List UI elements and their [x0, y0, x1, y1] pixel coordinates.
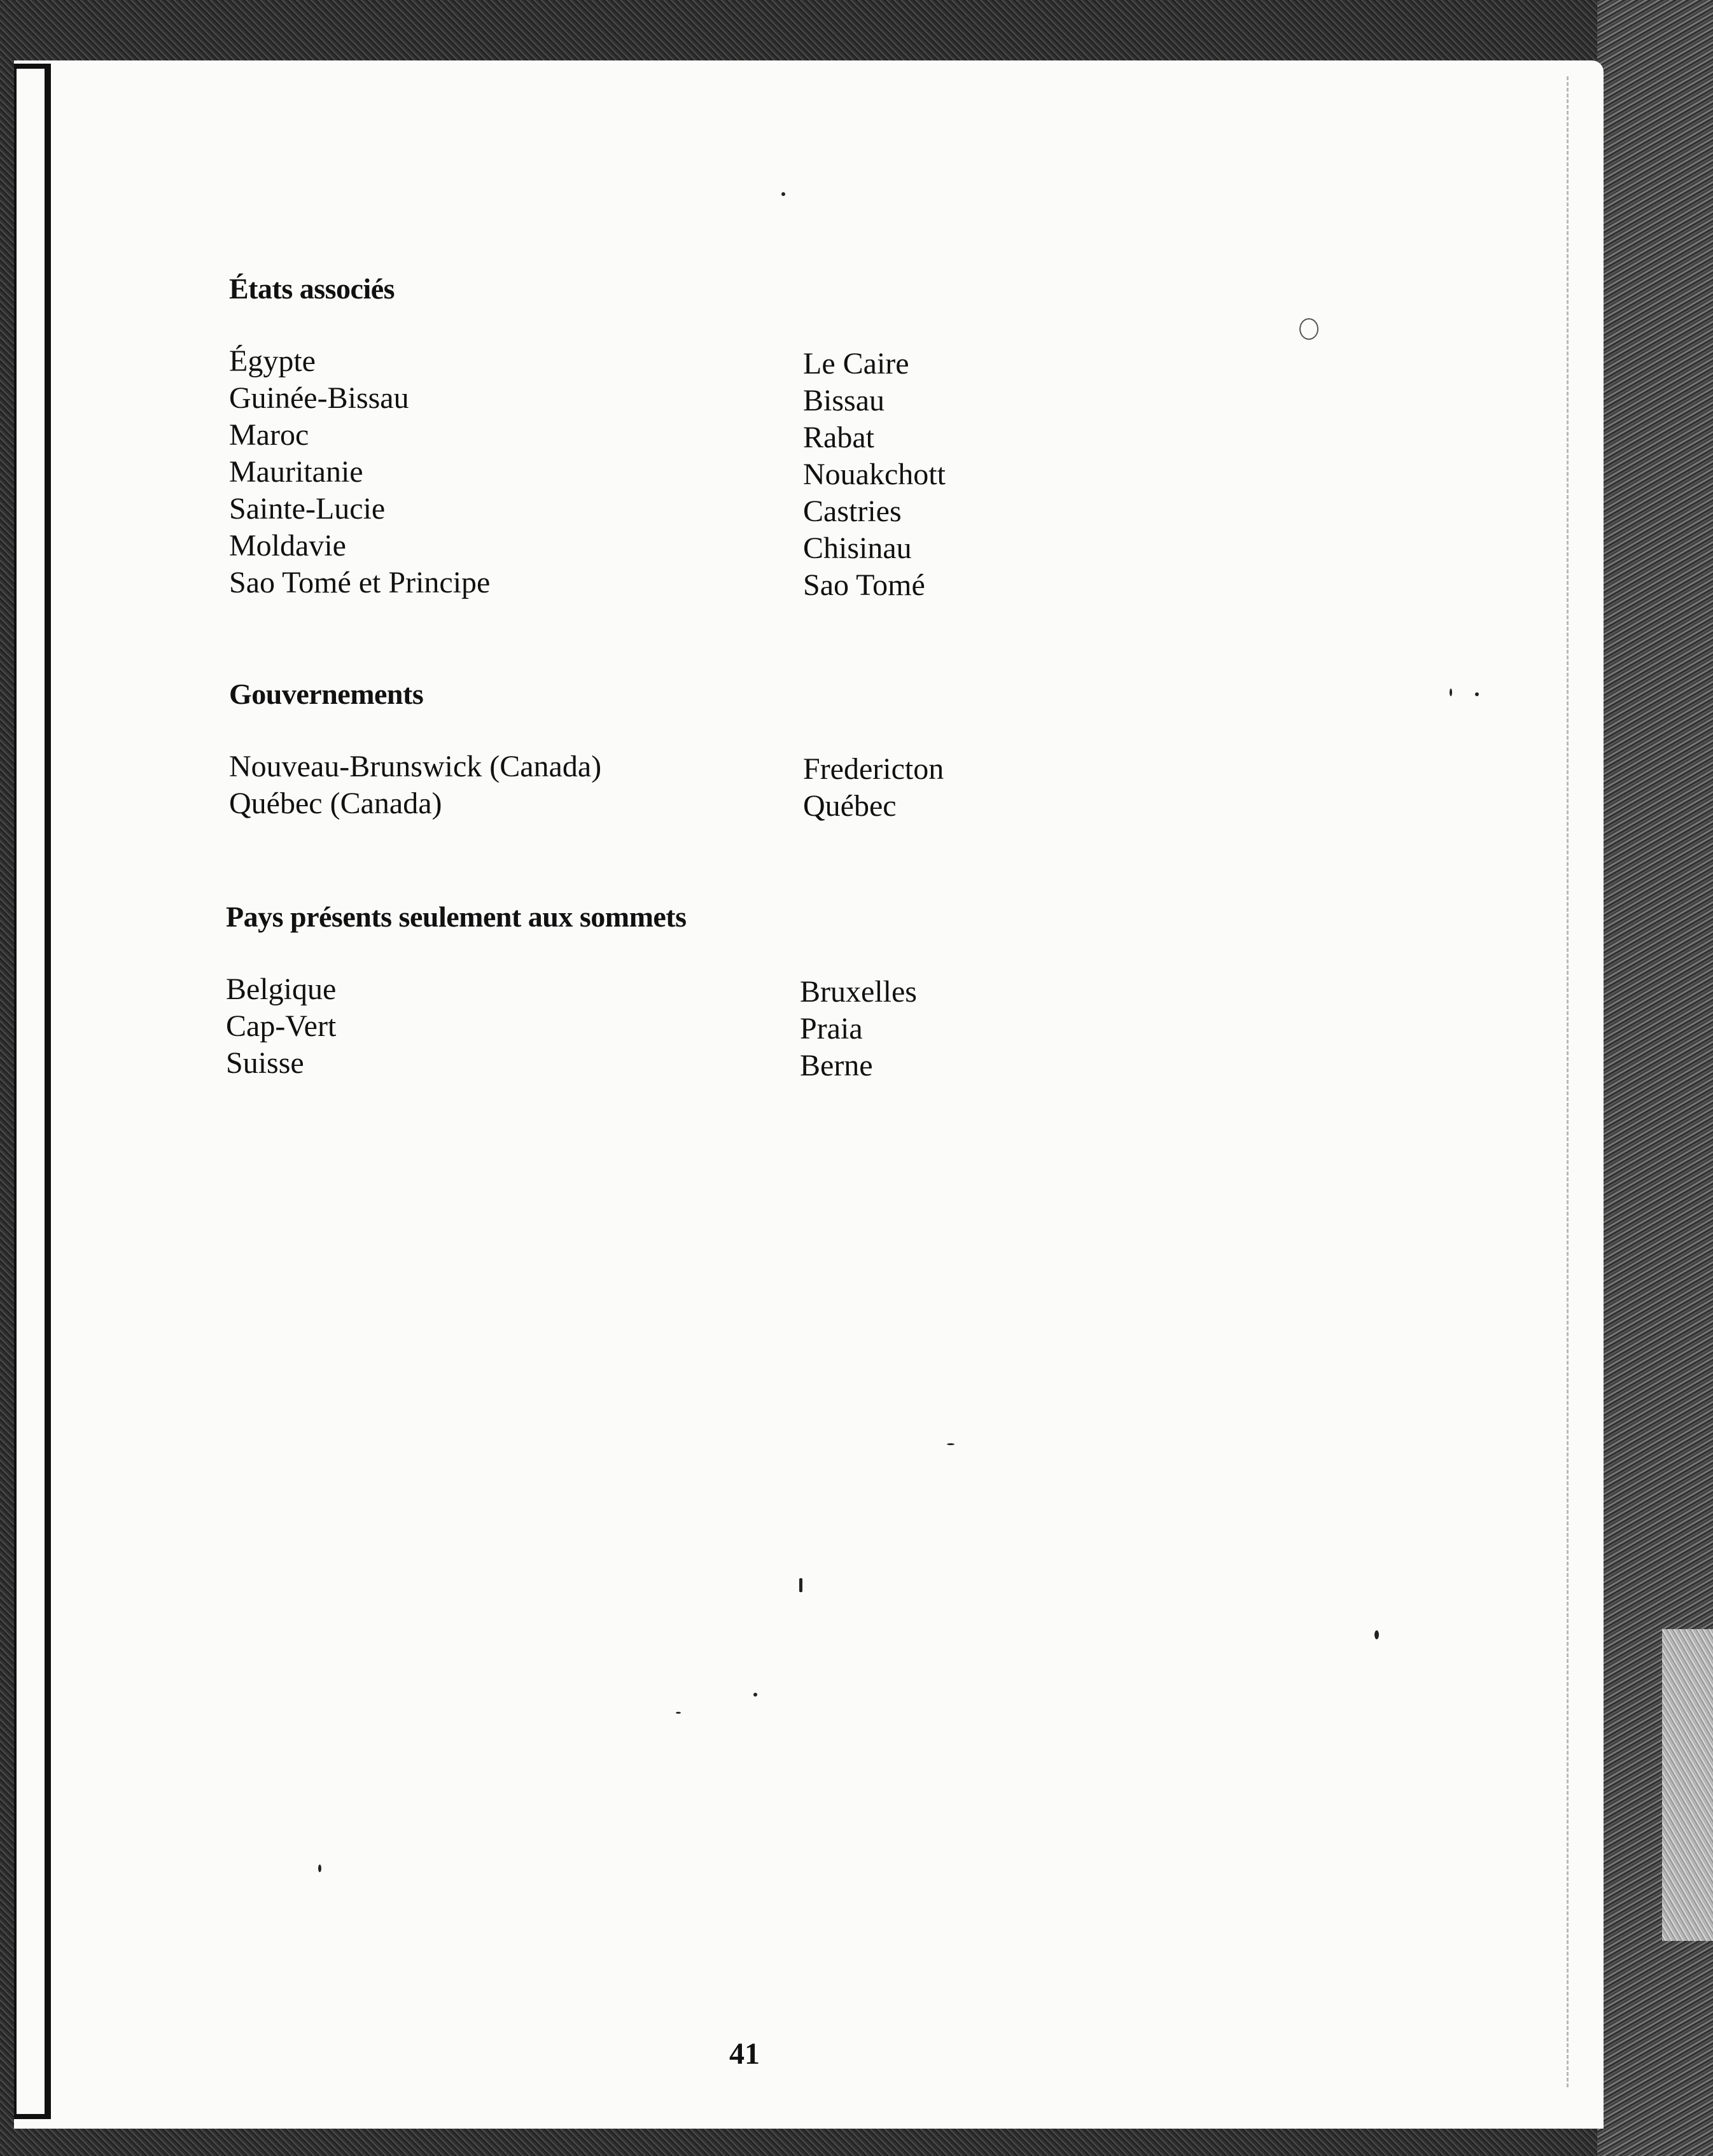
country-name: Maroc	[229, 418, 309, 452]
list-item	[229, 528, 1374, 564]
country-name: Québec (Canada)	[229, 787, 442, 820]
capital-name: Le Caire	[803, 347, 909, 381]
capital-name: Nouakchott	[803, 458, 946, 491]
scan-speck	[1475, 692, 1479, 696]
country-name: Belgique	[226, 972, 337, 1006]
country-name: Cap-Vert	[226, 1009, 337, 1043]
capital-name: Castries	[803, 494, 902, 528]
capital-name: Bissau	[803, 384, 885, 417]
capital-name: Bruxelles	[800, 975, 917, 1009]
list-item	[229, 491, 1374, 528]
country-name: Égypte	[229, 344, 316, 378]
capital-name: Praia	[800, 1012, 863, 1046]
country-name: Nouveau-Brunswick (Canada)	[229, 750, 602, 783]
list-item	[229, 380, 1374, 417]
country-name: Guinée-Bissau	[229, 381, 409, 415]
list-item	[226, 1045, 1371, 1082]
capital-name: Berne	[800, 1049, 873, 1082]
country-name: Suisse	[226, 1046, 304, 1080]
section-heading: Pays présents seulement aux sommets	[226, 900, 687, 933]
country-name: Mauritanie	[229, 455, 363, 489]
country-name: Sao Tomé et Principe	[229, 566, 491, 599]
list-item	[226, 1008, 1371, 1045]
capital-name: Sao Tomé	[803, 568, 925, 602]
scan-speck	[318, 1865, 321, 1872]
binding-bracket	[14, 64, 51, 2119]
page-right-edge	[1567, 76, 1571, 2087]
section-heading: Gouvernements	[229, 678, 424, 710]
country-name: Sainte-Lucie	[229, 492, 386, 526]
country-name: Moldavie	[229, 529, 346, 563]
list-item	[229, 417, 1374, 454]
list-item	[229, 748, 1374, 785]
list-item	[229, 454, 1374, 491]
list-item	[226, 971, 1371, 1008]
scan-speck	[1450, 689, 1452, 696]
scan-speck	[676, 1712, 681, 1714]
list-item	[229, 564, 1374, 601]
scan-speck	[1374, 1630, 1379, 1639]
section-etats-associes	[229, 270, 1374, 601]
scan-speck	[781, 192, 785, 196]
section-gouvernements	[229, 676, 1374, 822]
scan-speck	[799, 1578, 802, 1592]
scan-speck	[753, 1693, 757, 1697]
list-item	[229, 343, 1374, 380]
capital-name: Chisinau	[803, 531, 912, 565]
scan-speck	[947, 1443, 954, 1445]
list-item	[229, 785, 1374, 822]
capital-name: Rabat	[803, 421, 874, 454]
capital-name: Québec	[803, 789, 897, 823]
page-number: 41	[729, 2037, 760, 2071]
scan-right-edge-light	[1662, 1629, 1713, 1941]
section-pays-presents	[226, 899, 1371, 1082]
section-heading: États associés	[229, 272, 395, 305]
capital-name: Fredericton	[803, 752, 944, 786]
